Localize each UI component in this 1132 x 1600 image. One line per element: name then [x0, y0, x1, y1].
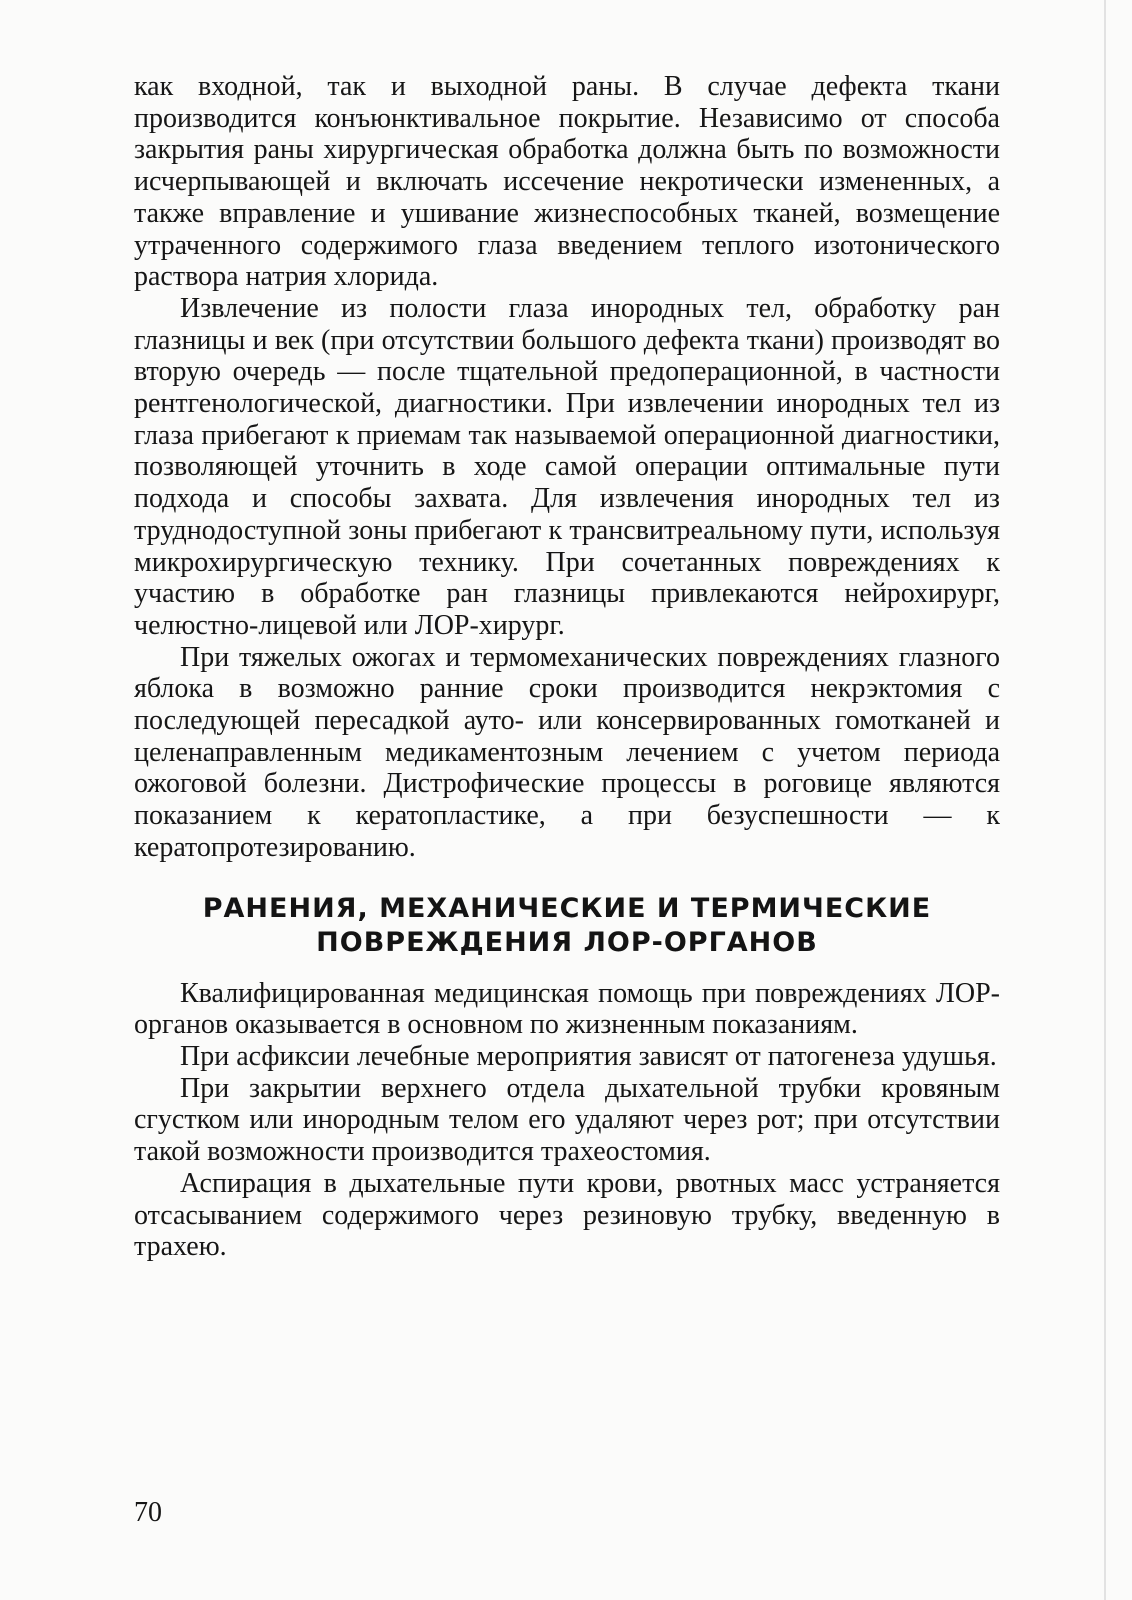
section-heading-line-1: РАНЕНИЯ, МЕХАНИЧЕСКИЕ И ТЕРМИЧЕСКИЕ	[202, 892, 932, 924]
paragraph-asphyxia: При асфиксии лечебные мероприятия зависят от патогенеза удушья.	[180, 1040, 997, 1072]
page-edge-divider	[1104, 0, 1106, 1600]
section-heading-line-2: ПОВРЕЖДЕНИЯ ЛОР-ОРГАНОВ	[316, 926, 818, 958]
page-text	[134, 71, 1000, 1263]
paragraph-qualified-help: Квалифицированная медицинская помощь при повреждениях ЛОР-органов оказывается в основном по жизненным показаниям.	[134, 977, 1000, 1041]
paragraph-burn-treatment: При тяжелых ожогах и термомеханических повреждениях глазного яблока в возможно ранние сроки производится некрэктомия с последующей пересадкой ауто- или консервированных гомотканей и целенаправленным медикаментозным лечением с учетом периода ожоговой болезни. Дистрофические процессы в роговице являются показанием к кератопластике, а при безуспешности — к кератопротезированию.	[134, 641, 1000, 863]
paragraph-wound-closure: как входной, так и выходной раны. В случае дефекта ткани производится конъюнктивальное покрытие. Независимо от способа закрытия раны хирургическая обработка должна быть по возможности исчерпывающей и включать иссечение некротически измененных, а также вправление и ушивание жизнеспособных тканей, возмещение утраченного содержимого глаза введением теплого изотонического раствора натрия хлорида.	[134, 71, 1000, 293]
paragraph-aspiration: Аспирация в дыхательные пути крови, рвотных масс устраняется отсасыванием содержимого через резиновую трубку, введенную в трахею.	[134, 1167, 1000, 1263]
paragraph-airway-obstruction: При закрытии верхнего отдела дыхательной трубки кровяным сгустком или инородным телом его удаляют через рот; при отсутствии такой возможности производится трахеостомия.	[134, 1072, 1000, 1168]
paragraph-foreign-body-extraction: Извлечение из полости глаза инородных тел, обработку ран глазницы и век (при отсутствии большого дефекта ткани) производят во вторую очередь — после тщательной предоперационной, в частности рентгенологической, диагностики. При извлечении инородных тел из глаза прибегают к приемам так называемой операционной диагностики, позволяющей уточнить в ходе самой операции оптимальные пути подхода и способы захвата. Для извлечения инородных тел из труднодоступной зоны прибегают к трансвитреальному пути, используя микрохирургическую технику. При сочетанных повреждениях к участию в обработке ран глазницы привлекаются нейрохирург, челюстно-лицевой или ЛОР-хирург.	[134, 292, 1000, 641]
page-number: 70	[134, 1497, 162, 1528]
section-heading	[134, 892, 1000, 960]
